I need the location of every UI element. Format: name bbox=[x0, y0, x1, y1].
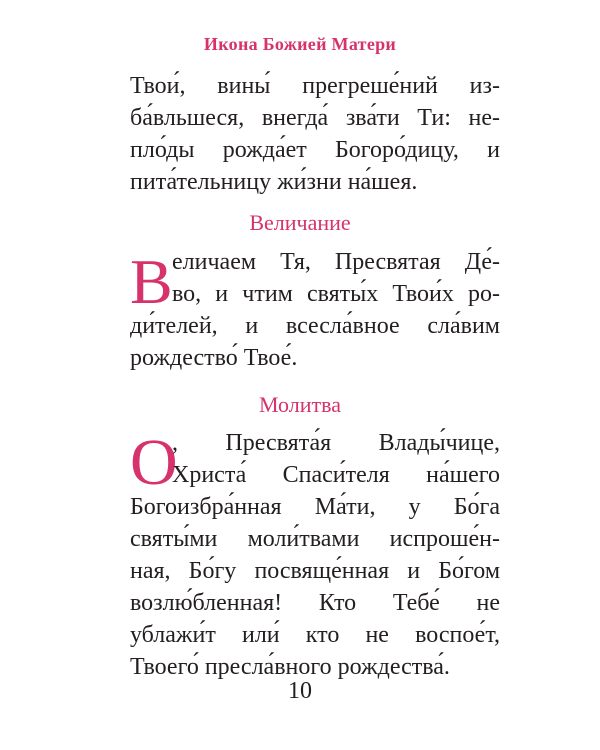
magnification-line: еличаем Тя, Пресвятая Де́- bbox=[172, 249, 500, 275]
magnification-dropcap: В bbox=[130, 246, 173, 317]
prayer-line: , Пресвята́я Влады́чице, bbox=[172, 430, 500, 456]
magnification-heading: Величание bbox=[249, 210, 351, 235]
prayer-line: Богоизбра́нная Ма́ти, у Бо́га bbox=[130, 494, 500, 520]
prayer-dropcap: О bbox=[130, 426, 178, 499]
opening-line: Твои́, вины́ прегреше́ний из- bbox=[130, 73, 500, 99]
prayer-line: Твоего́ пресла́вного рождества́. bbox=[130, 654, 450, 680]
prayer-line: святы́ми моли́твами испроше́н- bbox=[130, 526, 500, 552]
prayer-line: Христа́ Спаси́теля на́шего bbox=[172, 462, 500, 488]
opening-line: пло́ды рожда́ет Богоро́дицу, и bbox=[130, 137, 500, 163]
prayer-heading: Молитва bbox=[259, 392, 341, 417]
opening-line: пита́тельницу жи́зни на́шея. bbox=[130, 169, 418, 195]
opening-paragraph bbox=[130, 70, 500, 198]
prayer-line: ная, Бо́гу посвяще́нная и Бо́гом bbox=[130, 558, 500, 584]
magnification-line: ди́телей, и всесла́вное сла́вим bbox=[130, 313, 500, 339]
prayer-line: ублажи́т или́ кто не воспое́т, bbox=[130, 622, 500, 648]
magnification-line: рождество́ Твое́. bbox=[130, 345, 298, 371]
page-number: 10 bbox=[288, 678, 312, 704]
magnification-paragraph bbox=[130, 246, 500, 374]
opening-line: ба́вльшеся, внегда́ зва́ти Ти: не- bbox=[130, 105, 500, 131]
prayer-paragraph bbox=[130, 427, 500, 683]
prayer-line: возлю́бленная! Кто Тебе́ не bbox=[130, 590, 500, 616]
magnification-line: во, и чтим святы́х Твои́х ро- bbox=[172, 281, 500, 307]
running-head: Икона Божией Матери bbox=[203, 34, 397, 54]
